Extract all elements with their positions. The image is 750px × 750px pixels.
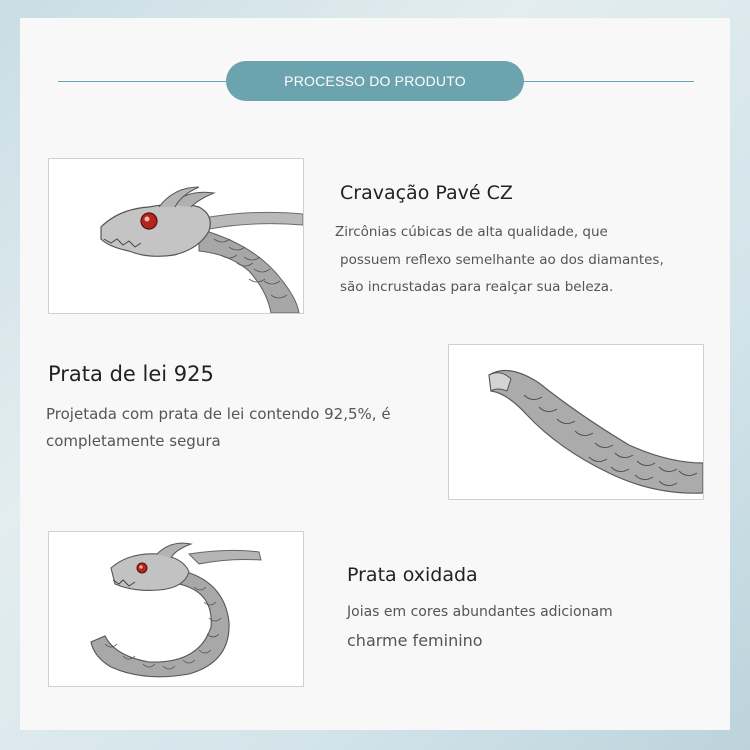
section-2-title: Prata de lei 925 bbox=[48, 362, 214, 386]
dragon-ring-full-image bbox=[48, 531, 304, 687]
section-1-line-2: possuem reflexo semelhante ao dos diamantes, bbox=[340, 252, 664, 268]
section-header-title: PROCESSO DO PRODUTO bbox=[284, 73, 466, 89]
section-3-line-1: Joias em cores abundantes adicionam bbox=[347, 604, 613, 620]
section-3-line-2: charme feminino bbox=[347, 631, 483, 650]
section-header-pill bbox=[226, 61, 524, 101]
section-1-title: Cravação Pavé CZ bbox=[340, 182, 513, 204]
dragon-tail-closeup-image bbox=[448, 344, 704, 500]
section-2-line-2: completamente segura bbox=[46, 432, 221, 450]
section-3-title: Prata oxidada bbox=[347, 564, 478, 586]
section-2-line-1: Projetada com prata de lei contendo 92,5%, é bbox=[46, 405, 391, 423]
section-1-line-1: Zircônias cúbicas de alta qualidade, que bbox=[335, 224, 608, 240]
dragon-head-closeup-image bbox=[48, 158, 304, 314]
header-rule-left bbox=[58, 81, 228, 82]
section-1-line-3: são incrustadas para realçar sua beleza. bbox=[340, 279, 614, 295]
header-rule-right bbox=[522, 81, 694, 82]
